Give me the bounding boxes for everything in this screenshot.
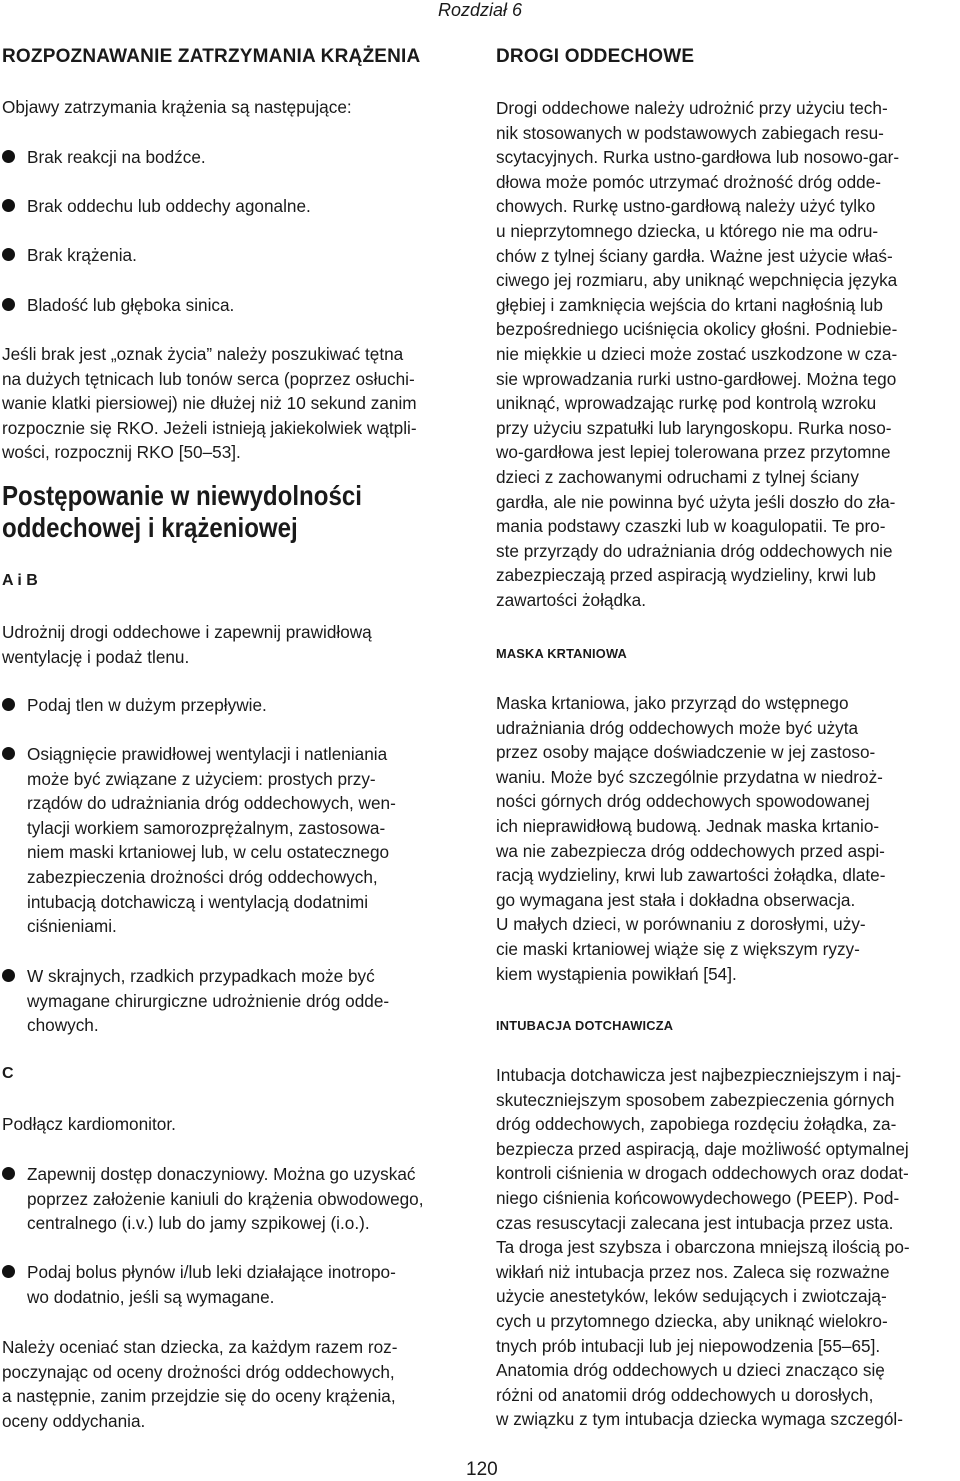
text-line: wentylację i podaż tlenu. [2, 646, 190, 667]
text-line: zabezpieczają przed aspiracją wydzieliny, krwi lub [496, 565, 876, 586]
title-line: Postępowanie w niewydolności [2, 480, 362, 511]
sign-bullet [2, 243, 470, 268]
c-bullet [2, 1162, 470, 1236]
text-line: Zapewnij dostęp donaczyniowy. Można go uzyskać [27, 1164, 416, 1184]
text-line: zabezpieczenia drożności dróg oddechowych, [27, 866, 378, 887]
text-line: ciwego jej rozmiaru, aby uniknąć wepchnięcia języka [496, 270, 898, 291]
c-paragraph: Podłącz kardiomonitor. [2, 1114, 176, 1134]
sign-bullet [2, 293, 470, 318]
text-line: waniu. Może być szczególnie przydatna w niedroż- [496, 766, 883, 787]
title-line: oddechowej i krążeniowej [2, 512, 298, 543]
text-line: Anatomia dróg oddechowych u dzieci znacząco się [496, 1360, 885, 1381]
bullet-dot-icon [2, 298, 15, 311]
text-line: zawartości żołądka. [496, 589, 646, 610]
recognition-heading: ROZPOZNAWANIE ZATRZYMANIA KRĄŻENIA [2, 46, 421, 67]
text-line: bezpiecza przed aspiracją, daje możliwość optymalnej [496, 1138, 909, 1159]
intubation-paragraph [496, 1063, 956, 1432]
chapter-header: Rozdział 6 [438, 0, 523, 20]
ab-paragraph [2, 620, 470, 669]
sign-text: Bladość lub głęboka sinica. [27, 295, 235, 315]
lma-heading: MASKA KRTANIOWA [496, 646, 627, 661]
bullet-text [27, 1162, 470, 1236]
text-line: scytacyjnych. Rurka ustno-gardłowa lub nosowo-gar- [496, 147, 900, 168]
sign-bullet [2, 194, 470, 219]
text-line: przez osoby mające doświadczenie w jej zastoso- [496, 742, 876, 763]
closing-paragraph [2, 1335, 470, 1433]
lma-paragraph [496, 691, 956, 986]
text-line: Należy oceniać stan dziecka, za każdym razem roz- [2, 1337, 398, 1357]
text-line: udrażniania dróg oddechowych może być użyta [496, 717, 859, 738]
bullet-dot-icon [2, 1167, 15, 1180]
bullet-text [27, 964, 470, 1038]
text-line: chowych. Rurkę ustno-gardłową należy użyć tylko [496, 196, 876, 217]
text-line: ciśnieniami. [27, 916, 117, 937]
text-line: u nieprzytomnego dziecka, u którego nie ma odru- [496, 220, 879, 241]
text-line: Drogi oddechowe należy udrożnić przy użyciu tech- [496, 98, 888, 118]
text-line: nik stosowanych w podstawowych zabiegach resu- [496, 122, 884, 143]
text-line: tylacji workiem samorozprężalnym, zastosowa- [27, 817, 386, 838]
text-line: cych u przytomnego dziecka, aby uniknąć wielokro- [496, 1310, 888, 1331]
text-line: dzieci z zachowanymi odruchami z tylnej ściany [496, 466, 859, 487]
recognition-intro: Objawy zatrzymania krążenia są następujące: [2, 97, 352, 117]
bullet-dot-icon [2, 969, 15, 982]
text-line: wanie klatki piersiowej) nie dłużej niż 10 sekund zanim [2, 393, 417, 414]
text-line: oceny oddychania. [2, 1410, 146, 1431]
text-line: kontroli ciśnienia w drogach oddechowych oraz dodat- [496, 1163, 909, 1184]
text-line: wa nie zabezpiecza dróg oddechowych przed aspi- [496, 840, 885, 861]
sign-text: Brak reakcji na bodźce. [27, 147, 206, 167]
text-line: chowych. [27, 1015, 99, 1036]
text-line: poprzez założenie kaniuli do krążenia obwodowego, [27, 1188, 424, 1209]
bullet-text [27, 693, 470, 718]
text-line: głębiej i zamknięcia wejścia do krtani nagłośnią lub [496, 294, 883, 315]
text-line: gardła, ale nie powinna być użyta jeśli doszło do zła- [496, 491, 896, 512]
text-line: go wymagana jest stała i dokładna obserwacja. [496, 889, 856, 910]
text-line: ste przyrządy do udrażniania dróg oddechowych nie [496, 540, 893, 561]
sign-bullet [2, 145, 470, 170]
bullet-text [27, 1260, 470, 1309]
text-line: różni od anatomii dróg oddechowych u dorosłych, [496, 1384, 874, 1405]
text-line: intubacją dotchawiczą i wentylacją dodatnimi [27, 891, 369, 912]
text-line: wikłań niż intubacja przez nos. Zaleca się rozważne [496, 1261, 890, 1282]
bullet-dot-icon [2, 1265, 15, 1278]
text-line: wo dodatnio, jeśli są wymagane. [27, 1286, 275, 1307]
text-line: Jeśli brak jest „oznak życia” należy poszukiwać tętna [2, 344, 404, 364]
text-line: centralnego (i.v.) lub do jamy szpikowej (i.o.). [27, 1213, 370, 1234]
text-line: wymagane chirurgiczne udrożnienie dróg odde- [27, 990, 390, 1011]
sign-text: Brak oddechu lub oddechy agonalne. [27, 196, 311, 216]
text-line: niem maski krtaniowej lub, w celu ostatecznego [27, 842, 390, 863]
ab-bullet [2, 742, 470, 939]
text-line: nie miękkie u dzieci może zostać uszkodzone w cza- [496, 343, 898, 364]
text-line: dróg oddechowych, zapobiega rozdęciu żołądka, za- [496, 1114, 897, 1135]
text-line: rządów do udrażniania dróg oddechowych, wen- [27, 793, 396, 814]
text-line: racją wydzieliny, krwi lub zawartości żołądka, dlate- [496, 865, 886, 886]
airway-paragraph [496, 96, 956, 612]
text-line: chów z tylnej ściany gardła. Ważne jest użycie właś- [496, 245, 893, 266]
text-line: bezpośredniego uciśnięcia okolicy głośni. Podniebie- [496, 319, 898, 340]
text-line: może być związane z użyciem: prostych przy- [27, 768, 376, 789]
bullet-dot-icon [2, 747, 15, 760]
sign-text: Brak krążenia. [27, 245, 137, 265]
text-line: czas resuscytacji zalecana jest intubacja przez usta. [496, 1212, 894, 1233]
intubation-heading: INTUBACJA DOTCHAWICZA [496, 1018, 674, 1033]
text-line: użycie anestetyków, leków sedujących i zwiotczają- [496, 1286, 887, 1307]
text-line: Podaj bolus płynów i/lub leki działające inotropo- [27, 1262, 396, 1282]
text-line: poczynając od oceny drożności dróg oddechowych, [2, 1361, 395, 1382]
text-line: wo-gardłowa jest lepiej tolerowana przez przytomne [496, 442, 891, 463]
main-title [2, 480, 449, 544]
bullet-dot-icon [2, 150, 15, 163]
text-line: sie wprowadzania rurki ustno-gardłowej. Można tego [496, 368, 897, 389]
ab-bullet [2, 964, 470, 1038]
text-line: niego ciśnienia końcowowydechowego (PEEP). Pod- [496, 1187, 900, 1208]
text-line: kiem wystąpienia powikłań [54]. [496, 963, 737, 984]
text-line: Osiągnięcie prawidłowej wentylacji i natleniania [27, 744, 388, 764]
bullet-dot-icon [2, 199, 15, 212]
bullet-dot-icon [2, 248, 15, 261]
text-line: rozpocznie się RKO. Jeżeli istnieją jakiekolwiek wątpli- [2, 417, 417, 438]
text-line: tnych prób intubacji lub jej niepowodzenia [55–65]. [496, 1335, 881, 1356]
text-line: w związku z tym intubacja dziecka wymaga szczegól- [496, 1409, 903, 1430]
airway-heading: DROGI ODDECHOWE [496, 46, 695, 67]
bullet-text [27, 742, 470, 939]
ab-heading: A i B [2, 572, 38, 589]
text-line: a następnie, zanim przejdzie się do oceny krążenia, [2, 1386, 396, 1407]
text-line: dłowa może pomóc utrzymać drożność dróg odde- [496, 171, 881, 192]
page-number: 120 [466, 1459, 498, 1480]
pulse-paragraph [2, 342, 470, 465]
text-line: mania podstawy czaszki lub w koagulopatii. Te pro- [496, 516, 886, 537]
text-line: ich nieprawidłową budową. Jednak maska krtanio- [496, 815, 880, 836]
c-heading: C [2, 1065, 14, 1082]
text-line: cie maski krtaniowej wiąże się z większym ryzy- [496, 938, 860, 959]
text-line: wości, rozpocznij RKO [50–53]. [2, 442, 241, 463]
text-line: na dużych tętnicach lub tonów serca (poprzez osłuchi- [2, 368, 415, 389]
bullet-dot-icon [2, 698, 15, 711]
text-line: ności górnych dróg oddechowych spowodowanej [496, 791, 870, 812]
text-line: Intubacja dotchawicza jest najbezpieczniejszym i naj- [496, 1065, 902, 1085]
text-line: Ta droga jest szybsza i obarczona mniejszą ilością po- [496, 1237, 910, 1258]
ab-bullet [2, 693, 470, 718]
text-line: Udrożnij drogi oddechowe i zapewnij prawidłową [2, 622, 372, 642]
text-line: U małych dzieci, w porównaniu z dorosłymi, uży- [496, 914, 866, 935]
text-line: uniknąć, wprowadzając rurkę pod kontrolą wzroku [496, 393, 877, 414]
text-line: W skrajnych, rzadkich przypadkach może być [27, 966, 375, 986]
c-bullet [2, 1260, 470, 1309]
text-line: Maska krtaniowa, jako przyrząd do wstępnego [496, 693, 849, 713]
text-line: skuteczniejszym sposobem zabezpieczenia górnych [496, 1089, 895, 1110]
text-line: przy użyciu szpatułki lub laryngoskopu. Rurka noso- [496, 417, 892, 438]
text-line: Podaj tlen w dużym przepływie. [27, 695, 267, 715]
